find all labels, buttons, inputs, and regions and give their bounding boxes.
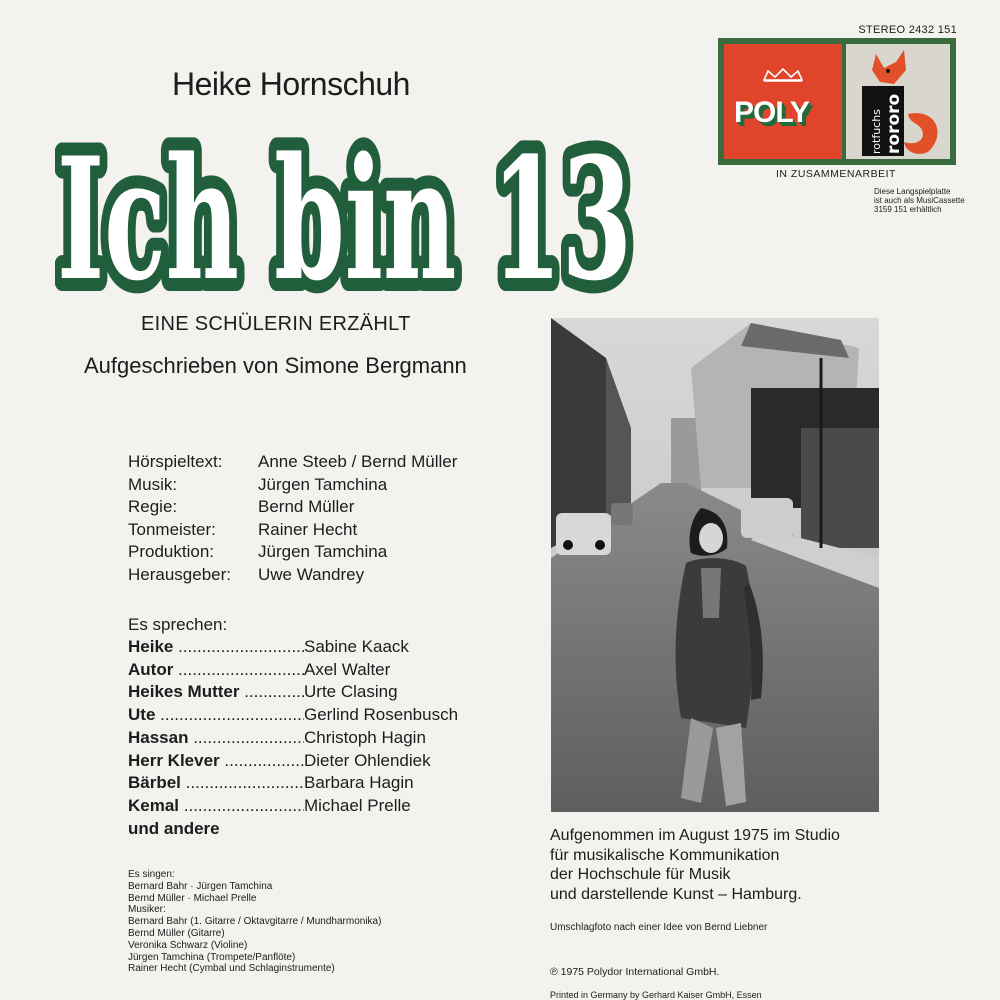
musicassette-line: 3159 151 erhältlich (874, 205, 942, 214)
cast-role: Autor ..... (128, 659, 304, 682)
musicassette-note (874, 187, 965, 214)
credit-role: Hörspieltext: (128, 452, 223, 471)
cast-actor: Michael Prelle (304, 795, 411, 815)
credit-role: Tonmeister: (128, 519, 216, 539)
in-zusammenarbeit: IN ZUSAMMENARBEIT (776, 168, 896, 180)
credit-role: Musik: (128, 474, 178, 494)
cover-photo-credit: Umschlagfoto nach einer Idee von Bernd Liebner (550, 922, 768, 933)
cast-row (128, 795, 458, 818)
musician-line: Musiker: (128, 904, 166, 916)
cast-row (128, 636, 458, 659)
album-title (55, 130, 635, 310)
cast-actor: Urte Clasing (304, 682, 398, 702)
cover-photo (551, 318, 879, 812)
cast-row (128, 750, 458, 773)
credit-row (128, 474, 457, 497)
cast-row (128, 681, 458, 704)
poly-wordmark: POLY (734, 96, 809, 129)
credit-row (128, 451, 457, 474)
album-title-text: Ich bin 13 (57, 130, 632, 310)
copyright: ℗ 1975 Polydor International GmbH. (550, 966, 720, 978)
cast-role: Heike ..... (128, 636, 304, 659)
recording-info (550, 826, 840, 904)
catalog-number: STEREO 2432 151 (858, 24, 957, 36)
credits-list (128, 451, 457, 586)
credit-name: Jürgen Tamchina (258, 542, 388, 561)
rororo-logo (846, 44, 950, 159)
musician-line: Jürgen Tamchina (Trompete/Panflöte) (128, 951, 296, 963)
credit-role: Regie: (128, 497, 178, 516)
credit-name: Bernd Müller (258, 497, 355, 516)
credit-row (128, 564, 457, 587)
cast-row (128, 727, 458, 750)
written-by: Aufgeschrieben von Simone Bergmann (84, 353, 467, 378)
cast-and-others: und andere (128, 818, 220, 838)
author-name: Heike Hornschuh (172, 66, 410, 102)
musicassette-line: ist auch als MusiCassette (874, 196, 965, 205)
musician-line: Bernd Müller · Michael Prelle (128, 892, 257, 904)
credit-name: Jürgen Tamchina (258, 474, 388, 494)
credit-row (128, 519, 457, 542)
cast-role: Herr Klever ..... (128, 750, 304, 773)
credit-name: Anne Steeb / Bernd Müller (258, 452, 458, 471)
credit-name: Uwe Wandrey (258, 564, 365, 584)
recording-line: für musikalische Kommunikation (550, 846, 780, 864)
cast-actor: Barbara Hagin (304, 773, 414, 793)
rotfuchs-text: rotfuchs (870, 109, 883, 154)
credit-row (128, 496, 457, 519)
musician-line: Bernard Bahr (1. Gitarre / Oktavgitarre / Mundharmonika) (128, 916, 382, 928)
cast-role: Ute ..... (128, 704, 304, 727)
credit-role: Herausgeber: (128, 564, 232, 584)
musicians-list (128, 869, 381, 975)
label-logo (718, 38, 956, 165)
recording-line: und darstellende Kunst – Hamburg. (550, 885, 802, 903)
recording-line: der Hochschule für Musik (550, 866, 731, 883)
cast-actor: Dieter Ohlendiek (304, 750, 431, 770)
cast-actor: Christoph Hagin (304, 727, 426, 747)
subtitle: EINE SCHÜLERIN ERZÄHLT (141, 313, 411, 335)
musician-line: Bernd Müller (Gitarre) (128, 927, 225, 939)
musician-line: Veronika Schwarz (Violine) (128, 939, 248, 951)
cast-row (128, 772, 458, 795)
cast-actor: Sabine Kaack (304, 637, 409, 656)
cast-role: Kemal ..... (128, 795, 304, 818)
cast-role: Heikes Mutter ..... (128, 681, 304, 704)
cast-role: Bärbel ..... (128, 772, 304, 795)
crown-icon (762, 68, 804, 82)
rororo-text: rororo (884, 93, 904, 154)
fox-icon (846, 44, 950, 159)
credit-role: Produktion: (128, 542, 214, 561)
musician-line: Rainer Hecht (Cymbal und Schlaginstrumente) (128, 963, 335, 975)
cast-actor: Gerlind Rosenbusch (304, 705, 459, 725)
cast-heading: Es sprechen: (128, 615, 228, 634)
cast-role: Hassan ..... (128, 727, 304, 750)
printed-note: Printed in Germany by Gerhard Kaiser GmbH, Essen (550, 990, 762, 1000)
musician-line: Es singen: (128, 869, 175, 880)
poly-logo (724, 44, 842, 159)
cast-list (128, 636, 458, 840)
cast-row (128, 704, 458, 727)
cast-row (128, 659, 458, 682)
musicassette-line: Diese Langspielplatte (874, 187, 951, 196)
recording-line: Aufgenommen im August 1975 im Studio (550, 827, 840, 844)
credit-name: Rainer Hecht (258, 519, 358, 539)
credit-row (128, 541, 457, 564)
cast-actor: Axel Walter (304, 659, 391, 679)
musician-line: Bernard Bahr · Jürgen Tamchina (128, 880, 273, 892)
